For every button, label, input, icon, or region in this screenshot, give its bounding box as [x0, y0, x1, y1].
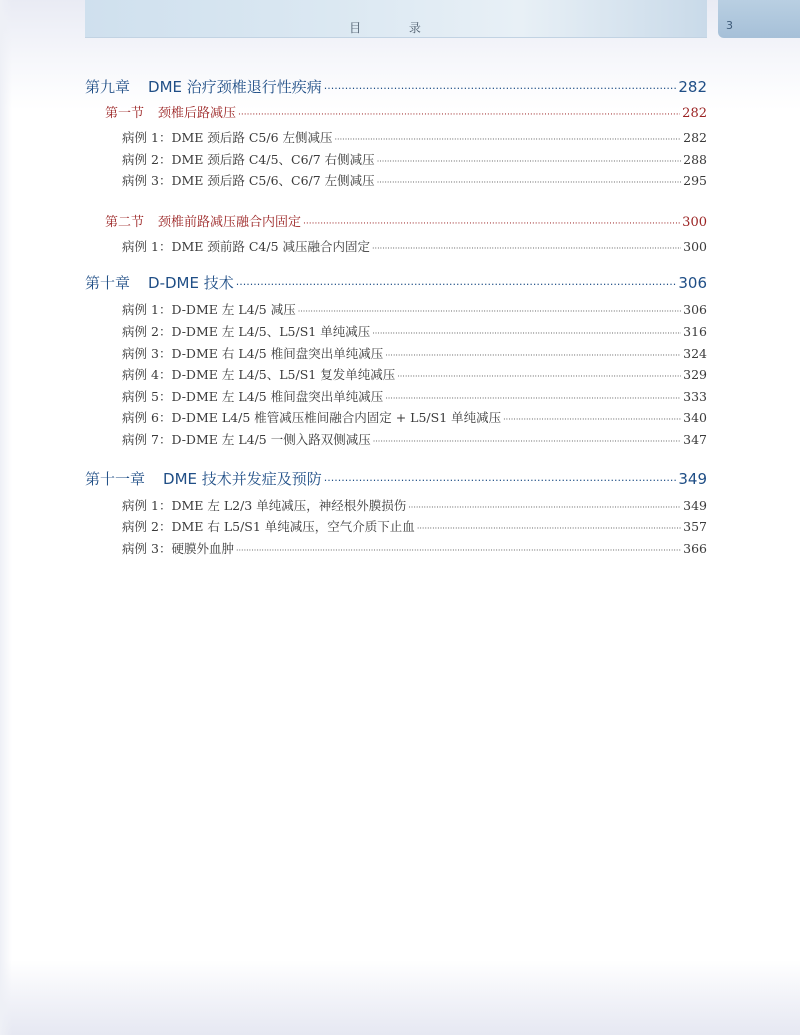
chapter-number: 第十一章 [85, 469, 146, 488]
toc-case[interactable]: 病例 2 ： DME 颈后路 C4/5、C6/7 右侧减压 ····· 288 [85, 150, 707, 172]
case-label: 病例 4 [122, 367, 159, 383]
case-page: 357 [683, 519, 707, 535]
dot-leader [408, 503, 681, 512]
case-page: 347 [683, 431, 707, 447]
left-margin-shade [0, 0, 12, 1035]
dot-leader [372, 244, 681, 253]
case-title: D-DME 左 L4/5 一侧入路双侧减压 [171, 431, 371, 447]
chapter-number: 第十章 [85, 274, 131, 293]
dot-leader [238, 110, 680, 120]
dot-leader [377, 178, 681, 187]
chapter-title: DME 技术并发症及预防 [163, 469, 322, 488]
toc-case[interactable]: 病例 1 ： DME 颈前路 C4/5 减压融合内固定 ····· 300 [85, 237, 707, 259]
toc-chapter-9[interactable] [85, 76, 707, 102]
toc-case[interactable]: 病例 6 ： D-DME L4/5 椎管减压椎间融合内固定 + L5/S1 单纯减压 ····· 340 [85, 408, 707, 430]
page-number: 3 [726, 19, 733, 32]
case-label: 病例 3 [122, 540, 159, 556]
toc-case[interactable]: 病例 1 ： DME 颈后路 C5/6 左侧减压 ····· 282 [85, 128, 707, 150]
toc-case[interactable]: 病例 2 ： DME 右 L5/S1 单纯减压，空气介质下止血 ····· 357 [85, 517, 707, 539]
dot-leader [503, 415, 681, 424]
section-number: 第一节 [105, 106, 145, 121]
toc-case[interactable]: 病例 7 ： D-DME 左 L4/5 一侧入路双侧减压 ····· 347 [85, 430, 707, 452]
case-label: 病例 3 [122, 173, 159, 189]
case-title: DME 颈后路 C4/5、C6/7 右侧减压 [171, 151, 375, 167]
section-page: 300 [682, 214, 707, 230]
case-title: DME 颈后路 C5/6 左侧减压 [171, 130, 333, 145]
chapter-page: 306 [678, 274, 707, 293]
case-page: 300 [683, 238, 707, 254]
case-label: 病例 1 [122, 497, 159, 513]
case-label: 病例 2 [122, 519, 159, 535]
dot-leader [385, 351, 681, 360]
dot-leader [236, 546, 681, 555]
dot-leader [335, 135, 682, 144]
case-label: 病例 1 [122, 238, 159, 254]
case-page: 282 [683, 130, 707, 145]
dot-leader [385, 394, 681, 403]
toc-case[interactable]: 病例 2 ： D-DME 左 L4/5、L5/S1 单纯减压 ····· 316 [85, 322, 707, 344]
case-label: 病例 1 [122, 130, 159, 145]
toc-case[interactable]: 病例 5 ： D-DME 左 L4/5 椎间盘突出单纯减压 ····· 333 [85, 387, 707, 409]
toc-chapter-11[interactable] [85, 468, 707, 494]
case-page: 349 [683, 497, 707, 513]
case-page: 366 [683, 540, 707, 556]
chapter-title: DME 治疗颈椎退行性疾病 [148, 78, 322, 96]
dot-leader [373, 437, 681, 446]
dot-leader [236, 278, 677, 291]
dot-leader [298, 307, 681, 316]
case-page: 333 [683, 388, 707, 404]
case-page: 306 [683, 302, 707, 318]
case-title: D-DME 左 L4/5、L5/S1 复发单纯减压 [171, 367, 396, 383]
chapter-title: D-DME 技术 [148, 274, 234, 293]
case-page: 329 [683, 367, 707, 383]
toc-case[interactable]: 病例 3 ： 硬膜外血肿 ····· 366 [85, 539, 707, 561]
toc-section-9-1[interactable] [85, 102, 707, 125]
toc-case[interactable]: 病例 1 ： DME 左 L2/3 单纯减压，神经根外膜损伤 ····· 349 [85, 496, 707, 518]
section-page: 282 [682, 106, 707, 121]
case-label: 病例 2 [122, 151, 159, 167]
case-page: 324 [683, 345, 707, 361]
case-title: D-DME 左 L4/5 减压 [171, 302, 296, 318]
case-title: DME 颈前路 C4/5 减压融合内固定 [171, 238, 371, 254]
toc-case[interactable]: 病例 1 ： D-DME 左 L4/5 减压 ····· 306 [85, 300, 707, 322]
dot-leader [324, 474, 677, 487]
case-title: D-DME 右 L4/5 椎间盘突出单纯减压 [171, 345, 384, 361]
case-title: DME 右 L5/S1 单纯减压，空气介质下止血 [171, 519, 415, 535]
case-label: 病例 5 [122, 388, 159, 404]
case-page: 288 [683, 151, 707, 167]
dot-leader [377, 157, 681, 166]
table-of-contents [85, 76, 707, 560]
case-page: 340 [683, 410, 707, 426]
case-label: 病例 2 [122, 323, 159, 339]
dot-leader [324, 82, 677, 95]
page-header [85, 0, 707, 38]
case-title: DME 颈后路 C5/6、C6/7 左侧减压 [171, 173, 375, 189]
dot-leader [372, 329, 681, 338]
section-title: 颈椎后路减压 [158, 106, 237, 121]
case-title: DME 左 L2/3 单纯减压，神经根外膜损伤 [171, 497, 407, 513]
page-number-tab [718, 0, 800, 38]
case-page: 295 [683, 173, 707, 189]
toc-chapter-10[interactable] [85, 272, 707, 298]
case-title: D-DME L4/5 椎管减压椎间融合内固定 + L5/S1 单纯减压 [171, 410, 502, 426]
case-label: 病例 7 [122, 431, 159, 447]
toc-case[interactable]: 病例 4 ： D-DME 左 L4/5、L5/S1 复发单纯减压 ····· 329 [85, 365, 707, 387]
dot-leader [397, 372, 681, 381]
section-title: 颈椎前路减压融合内固定 [158, 214, 302, 230]
section-number: 第二节 [105, 214, 145, 230]
dot-leader [417, 524, 681, 533]
case-label: 病例 3 [122, 345, 159, 361]
chapter-page: 282 [678, 78, 707, 96]
case-label: 病例 6 [122, 410, 159, 426]
toc-section-9-2[interactable] [85, 211, 707, 234]
case-title: 硬膜外血肿 [171, 540, 234, 556]
case-title: D-DME 左 L4/5 椎间盘突出单纯减压 [171, 388, 384, 404]
toc-case[interactable]: 病例 3 ： DME 颈后路 C5/6、C6/7 左侧减压 ····· 295 [85, 171, 707, 193]
chapter-number: 第九章 [85, 78, 131, 96]
case-page: 316 [683, 323, 707, 339]
case-label: 病例 1 [122, 302, 159, 318]
case-title: D-DME 左 L4/5、L5/S1 单纯减压 [171, 323, 371, 339]
dot-leader [303, 219, 680, 229]
toc-case[interactable]: 病例 3 ： D-DME 右 L4/5 椎间盘突出单纯减压 ····· 324 [85, 344, 707, 366]
header-title: 目 录 [349, 21, 443, 35]
chapter-page: 349 [678, 469, 707, 488]
